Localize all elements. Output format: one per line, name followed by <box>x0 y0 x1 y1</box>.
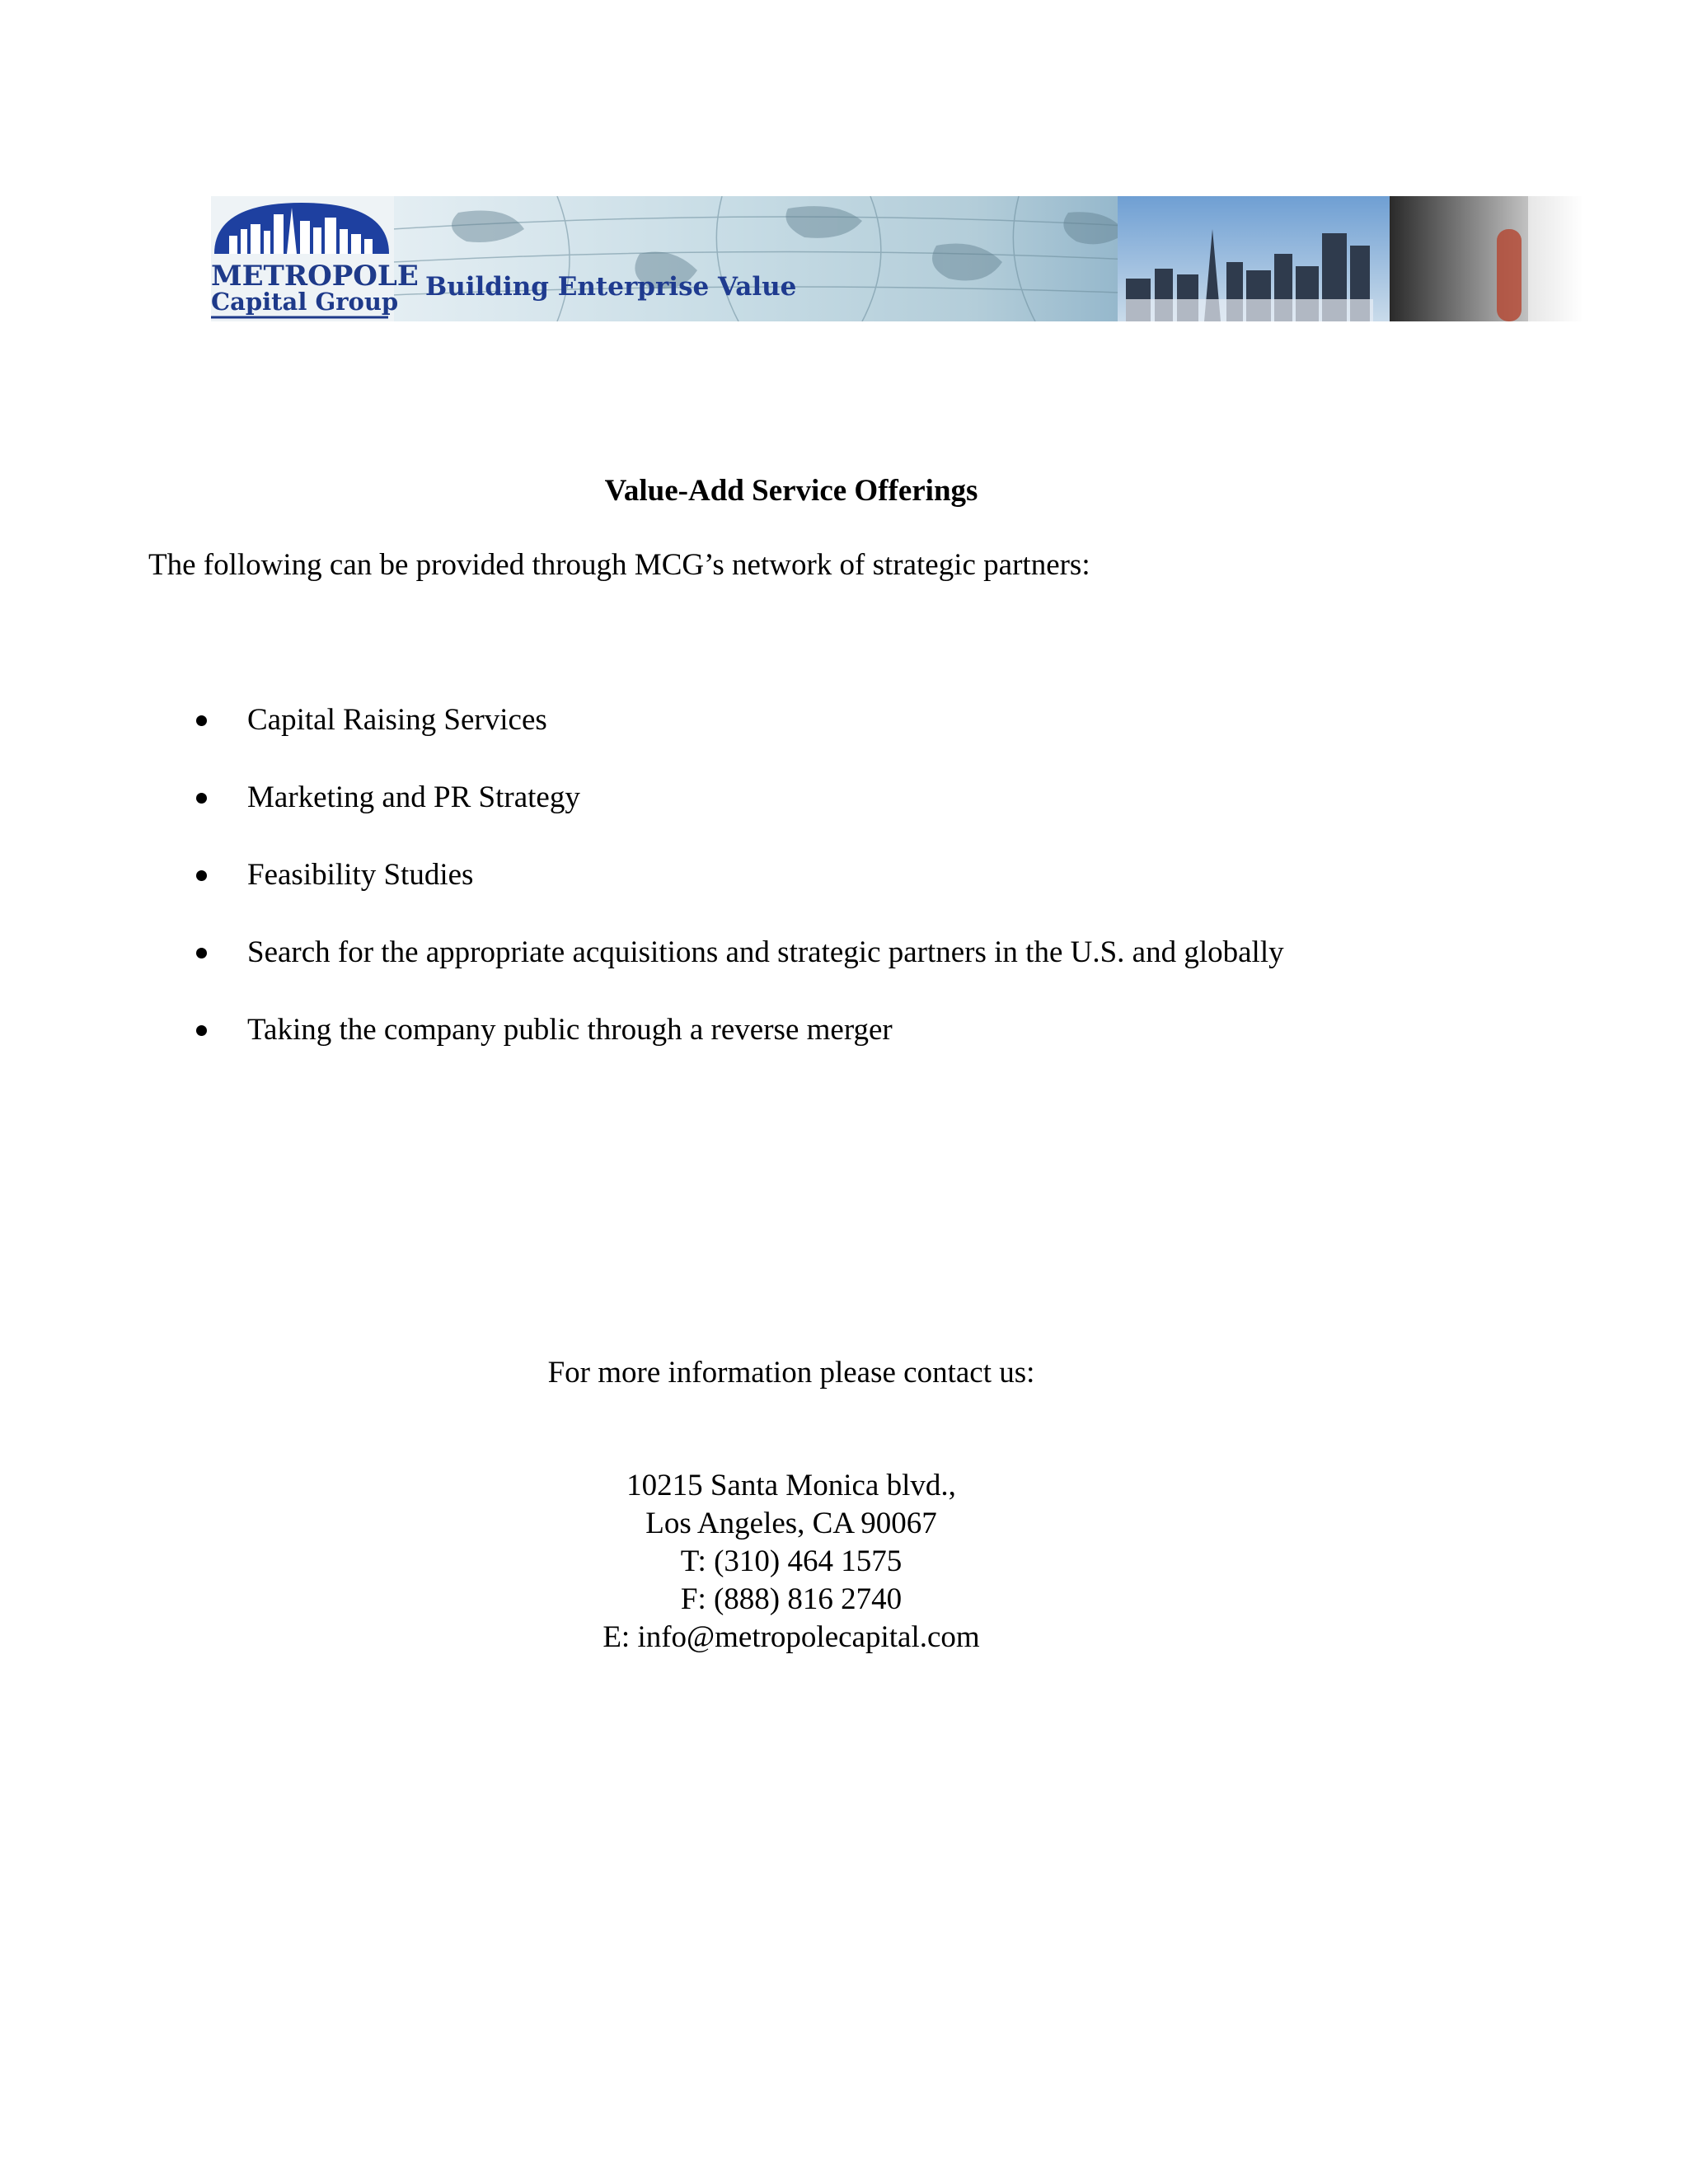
list-item <box>196 778 1284 818</box>
banner-tagline: Building Enterprise Value <box>425 272 797 302</box>
logo-text-metropole: METROPOLE <box>211 260 419 293</box>
contact-block <box>0 1467 1582 1657</box>
intro-paragraph: The following can be provided through MCG’s network of strategic partners: <box>148 548 1090 582</box>
list-item <box>196 855 1284 895</box>
bullet-icon <box>196 870 207 881</box>
list-item <box>196 933 1284 972</box>
services-list <box>196 701 1284 1088</box>
list-item <box>196 1010 1284 1050</box>
bullet-icon <box>196 715 207 726</box>
bullet-icon <box>196 793 207 804</box>
page-title: Value-Add Service Offerings <box>604 474 978 508</box>
service-label: Taking the company public through a reverse merger <box>247 1013 893 1047</box>
logo-text-capital-group: Capital Group <box>211 288 399 316</box>
address-line-city: Los Angeles, CA 90067 <box>645 1507 937 1540</box>
service-label: Feasibility Studies <box>247 858 474 892</box>
bullet-icon <box>196 948 207 958</box>
header-banner <box>211 196 1584 321</box>
service-label: Capital Raising Services <box>247 703 547 737</box>
bullet-icon <box>196 1025 207 1036</box>
service-label: Marketing and PR Strategy <box>247 780 580 814</box>
list-item <box>196 701 1284 740</box>
phone-number: T: (310) 464 1575 <box>680 1544 903 1578</box>
address-line-street: 10215 Santa Monica blvd., <box>626 1469 956 1502</box>
fax-number: F: (888) 816 2740 <box>680 1582 903 1616</box>
service-label: Search for the appropriate acquisitions and strategic partners in the U.S. and globally <box>247 935 1284 969</box>
contact-heading: For more information please contact us: <box>547 1356 1035 1390</box>
email-address: E: info@metropolecapital.com <box>603 1620 980 1654</box>
